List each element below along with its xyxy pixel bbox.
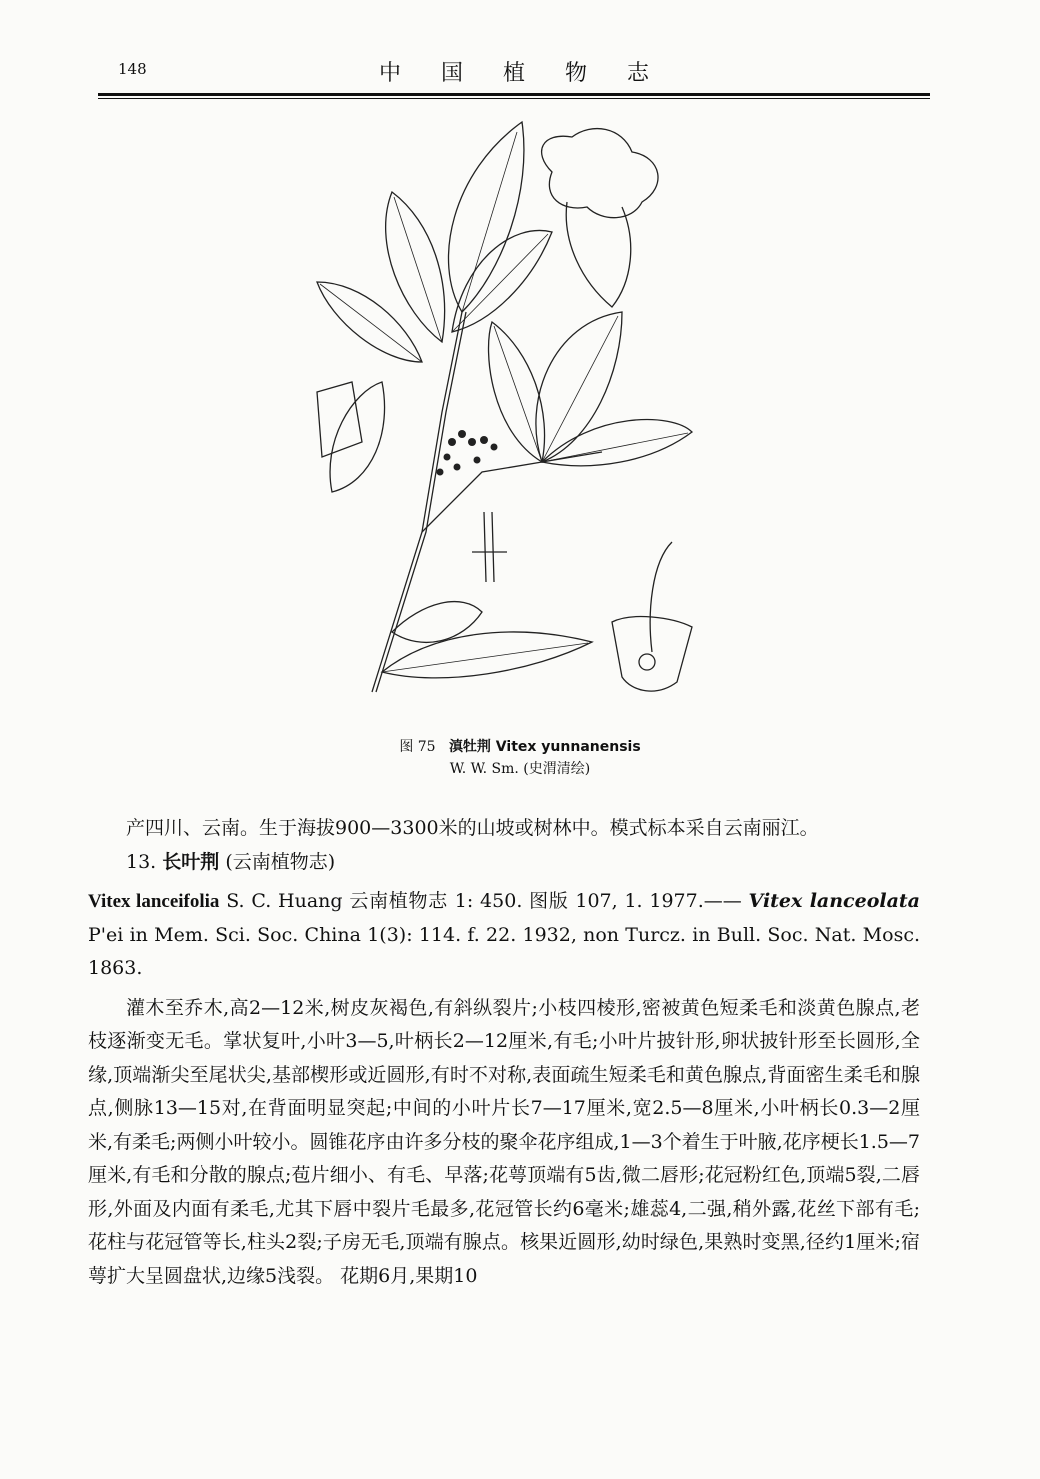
synonymy-paragraph: [88, 885, 920, 986]
species-number: 13.: [126, 850, 157, 873]
species-heading: [88, 846, 920, 880]
botanical-illustration: [312, 112, 698, 718]
distribution-paragraph: 产四川、云南。生于海拔900—3300米的山坡或树林中。模式标本采自云南丽江。: [126, 817, 819, 839]
accepted-citation: S. C. Huang 云南植物志 1: 450. 图版 107, 1. 1977.——: [219, 890, 742, 912]
header-rule-thin: [98, 98, 930, 99]
body-text: [88, 812, 920, 1293]
species-chinese-name: 长叶荆: [162, 850, 220, 873]
header-rule: [98, 93, 930, 96]
synonym-citation: P'ei in Mem. Sci. Soc. China 1(3): 114. f. 22. 1932, non Turcz. in Bull. Soc. Nat. Mosc. 1863.: [88, 923, 920, 979]
description-paragraph: 灌木至乔木,高2—12米,树皮灰褐色,有斜纵裂片;小枝四棱形,密被黄色短柔毛和淡黄色腺点,老枝逐渐变无毛。掌状复叶,小叶3—5,叶柄长2—12厘米,有毛;小叶片披针形,卵状披针形至长圆形,全缘,顶端渐尖至尾状尖,基部楔形或近圆形,有时不对称,表面疏生短柔毛和黄色腺点,背面密生柔毛和腺点,侧脉13—15对,在背面明显突起;中间的小叶片长7—17厘米,宽2.5—8厘米,小叶柄长0.3—2厘米,有柔毛;两侧小叶较小。圆锥花序由许多分枝的聚伞花序组成,1—3个着生于叶腋,花序梗长1.5—7厘米,有毛和分散的腺点;苞片细小、有毛、早落;花萼顶端有5齿,微二唇形;花冠粉红色,顶端5裂,二唇形,外面及内面有柔毛,尤其下唇中裂片毛最多,花冠管长约6毫米;雄蕊4,二强,稍外露,花丝下部有毛;花柱与花冠管等长,柱头2裂;子房无毛,顶端有腺点。核果近圆形,幼时绿色,果熟时变黑,径约1厘米;宿萼扩大呈圆盘状,边缘5浅裂。 花期6月,果期10: [88, 996, 921, 1287]
running-title: 中国植物志: [378, 61, 689, 86]
caption-line-2: W. W. Sm. (史渭清绘): [449, 761, 591, 777]
caption-line-1: [0, 736, 1040, 758]
synonym-name: Vitex lanceolata: [748, 890, 920, 912]
accepted-name: Vitex lanceifolia: [88, 891, 220, 912]
species-source: (云南植物志): [225, 850, 336, 873]
figure-caption: [0, 736, 1040, 780]
page-number: 148: [118, 60, 147, 78]
caption-figure-number: 图 75: [399, 739, 436, 755]
page-header: [98, 56, 930, 92]
caption-species-name: 滇牡荆 Vitex yunnanensis: [448, 739, 641, 755]
